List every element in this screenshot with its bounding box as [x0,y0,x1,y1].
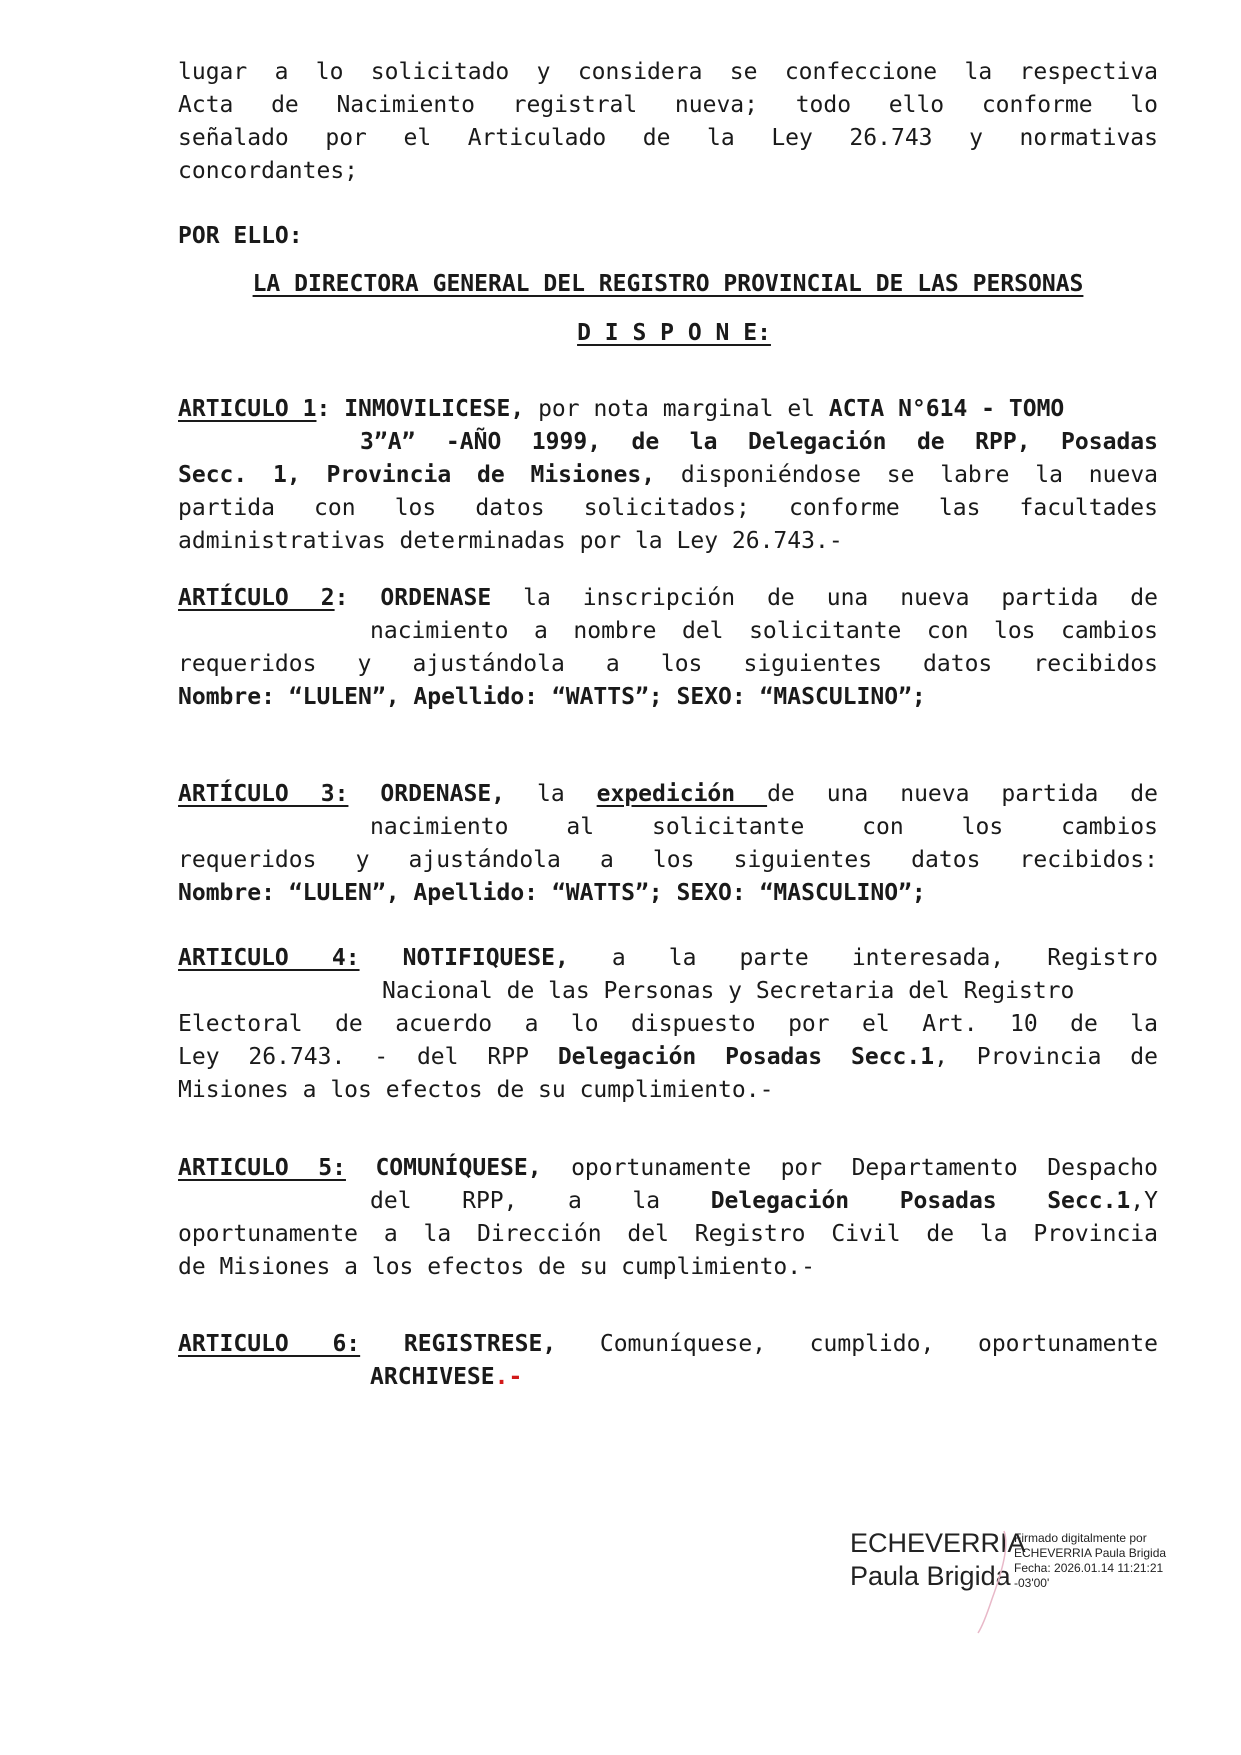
art5-verb: COMUNÍQUESE, [375,1155,542,1181]
art5-line-4: de Misiones a los efectos de su cumplimiento.- [178,1254,815,1280]
art1-secc: Secc. 1, Provincia de Misiones, [178,462,656,488]
art6-archivese: ARCHIVESE [370,1364,495,1390]
por-ello-text: POR ELLO: [178,223,303,249]
articulo-4 [178,942,1158,1107]
art4-text-1: a la parte interesada, Registro [568,945,1158,971]
art3-line-3: requeridos y ajustándola a los siguientes datos recibidos: [178,847,1158,873]
por-ello [178,220,1158,253]
art4-line-5: Misiones a los efectos de su cumplimiento.- [178,1077,774,1103]
art2-line-2: nacimiento a nombre del solicitante con los cambios [370,618,1158,644]
art3-text-2: de una nueva partida de [767,781,1158,807]
art6-line-2 [178,1361,1158,1394]
intro-line-4: concordantes; [178,158,359,184]
signature-stroke-icon [970,1527,1020,1637]
art5-label: ARTICULO 5: [178,1155,346,1181]
signature-meta-3: Fecha: 2026.01.14 11:21:21 [1014,1561,1164,1575]
art5-line-3: oportunamente a la Dirección del Registro Civil de la Provincia [178,1221,1158,1247]
art1-line-4: partida con los datos solicitados; conforme las facultades [178,495,1158,521]
art1-text-1: por nota marginal el [524,396,829,422]
dispone-heading-text: D I S P O N E: [577,320,771,346]
art4-line-2: Nacional de las Personas y Secretaria del Registro [382,978,1075,1004]
art5-text-2c: ,Y [1130,1188,1158,1214]
art2-line-1 [178,582,1158,615]
articulo-3 [178,778,1158,910]
directora-heading-text: LA DIRECTORA GENERAL DEL REGISTRO PROVINCIAL DE LAS PERSONAS [252,271,1084,297]
art1-line-3 [178,459,1158,492]
intro-line-3: señalado por el Articulado de la Ley 26.743 y normativas [178,125,1158,151]
art3-text-1: la [505,781,597,807]
intro-paragraph [178,56,1158,188]
art6-text-1: Comuníquese, cumplido, oportunamente [556,1331,1158,1357]
art5-line-2 [178,1185,1158,1218]
art3-expedicion: expedición [596,781,768,807]
art4-line-4 [178,1041,1158,1074]
articulo-2 [178,582,1158,714]
signature-meta-1: Firmado digitalmente por [1014,1531,1147,1545]
art5-text-1: oportunamente por Departamento Despacho [541,1155,1158,1181]
directora-heading [178,268,1158,301]
art4-line-3: Electoral de acuerdo a lo dispuesto por el Art. 10 de la [178,1011,1158,1037]
art1-line-2-text: 3”A” -AÑO 1999, de la Delegación de RPP, Posadas [360,429,1158,455]
art3-label: ARTÍCULO 3: [178,781,349,807]
art1-line-5: administrativas determinadas por la Ley 26.743.- [178,528,843,554]
articulo-5 [178,1152,1158,1284]
art3-verb: ORDENASE, [380,781,506,807]
art2-colon: : [334,585,349,611]
art1-label: ARTICULO 1 [178,396,317,422]
digital-signature [850,1527,1180,1627]
art4-text-4c: , Provincia de [934,1044,1158,1070]
articulo-1 [178,393,1158,558]
art6-label: ARTICULO 6: [178,1331,361,1357]
art2-line-4: Nombre: “LULEN”, Apellido: “WATTS”; SEXO: “MASCULINO”; [178,684,926,710]
signer-name-line-1: ECHEVERRIA [850,1528,1026,1558]
art1-acta: ACTA N°614 - TOMO [828,396,1065,422]
dispone-heading [184,317,1164,350]
signature-meta-2: ECHEVERRIA Paula Brigida [1014,1546,1167,1560]
intro-line-1: lugar a lo solicitado y considera se confeccione la respectiva [178,59,1158,85]
articulo-6 [178,1328,1158,1394]
art2-line-3: requeridos y ajustándola a los siguientes datos recibidos [178,651,1158,677]
art5-line-1 [178,1152,1158,1185]
art4-delegacion: Delegación Posadas Secc.1 [557,1044,935,1070]
art4-verb: NOTIFIQUESE, [402,945,569,971]
art4-label: ARTICULO 4: [178,945,360,971]
art4-line-1 [178,942,1158,975]
art1-verb: INMOVILICESE, [344,396,525,422]
art1-colon: : [316,396,331,422]
art1-line-2 [178,426,1158,459]
signer-name-line-2: Paula Brigida [850,1561,1011,1591]
art6-end: .- [494,1364,523,1390]
intro-line-2: Acta de Nacimiento registral nueva; todo ello conforme lo [178,92,1158,118]
art1-text-2: disponiéndose se labre la nueva [655,462,1159,488]
art5-text-2a: del RPP, a la [370,1188,711,1214]
art2-label: ARTÍCULO 2 [178,585,335,611]
art2-text-1: la inscripción de una nueva partida de [491,585,1158,611]
art6-line-1 [178,1328,1158,1361]
art6-verb: REGISTRESE, [403,1331,557,1357]
art3-line-1 [178,778,1158,811]
art3-line-2: nacimiento al solicitante con los cambios [370,814,1158,840]
art5-delegacion: Delegación Posadas Secc.1 [710,1188,1131,1214]
signature-metadata [1014,1531,1166,1591]
signature-meta-4: -03'00' [1014,1576,1050,1590]
art4-text-4a: Ley 26.743. - del RPP [178,1044,558,1070]
art2-verb: ORDENASE [380,585,492,611]
art3-line-4: Nombre: “LULEN”, Apellido: “WATTS”; SEXO: “MASCULINO”; [178,880,926,906]
